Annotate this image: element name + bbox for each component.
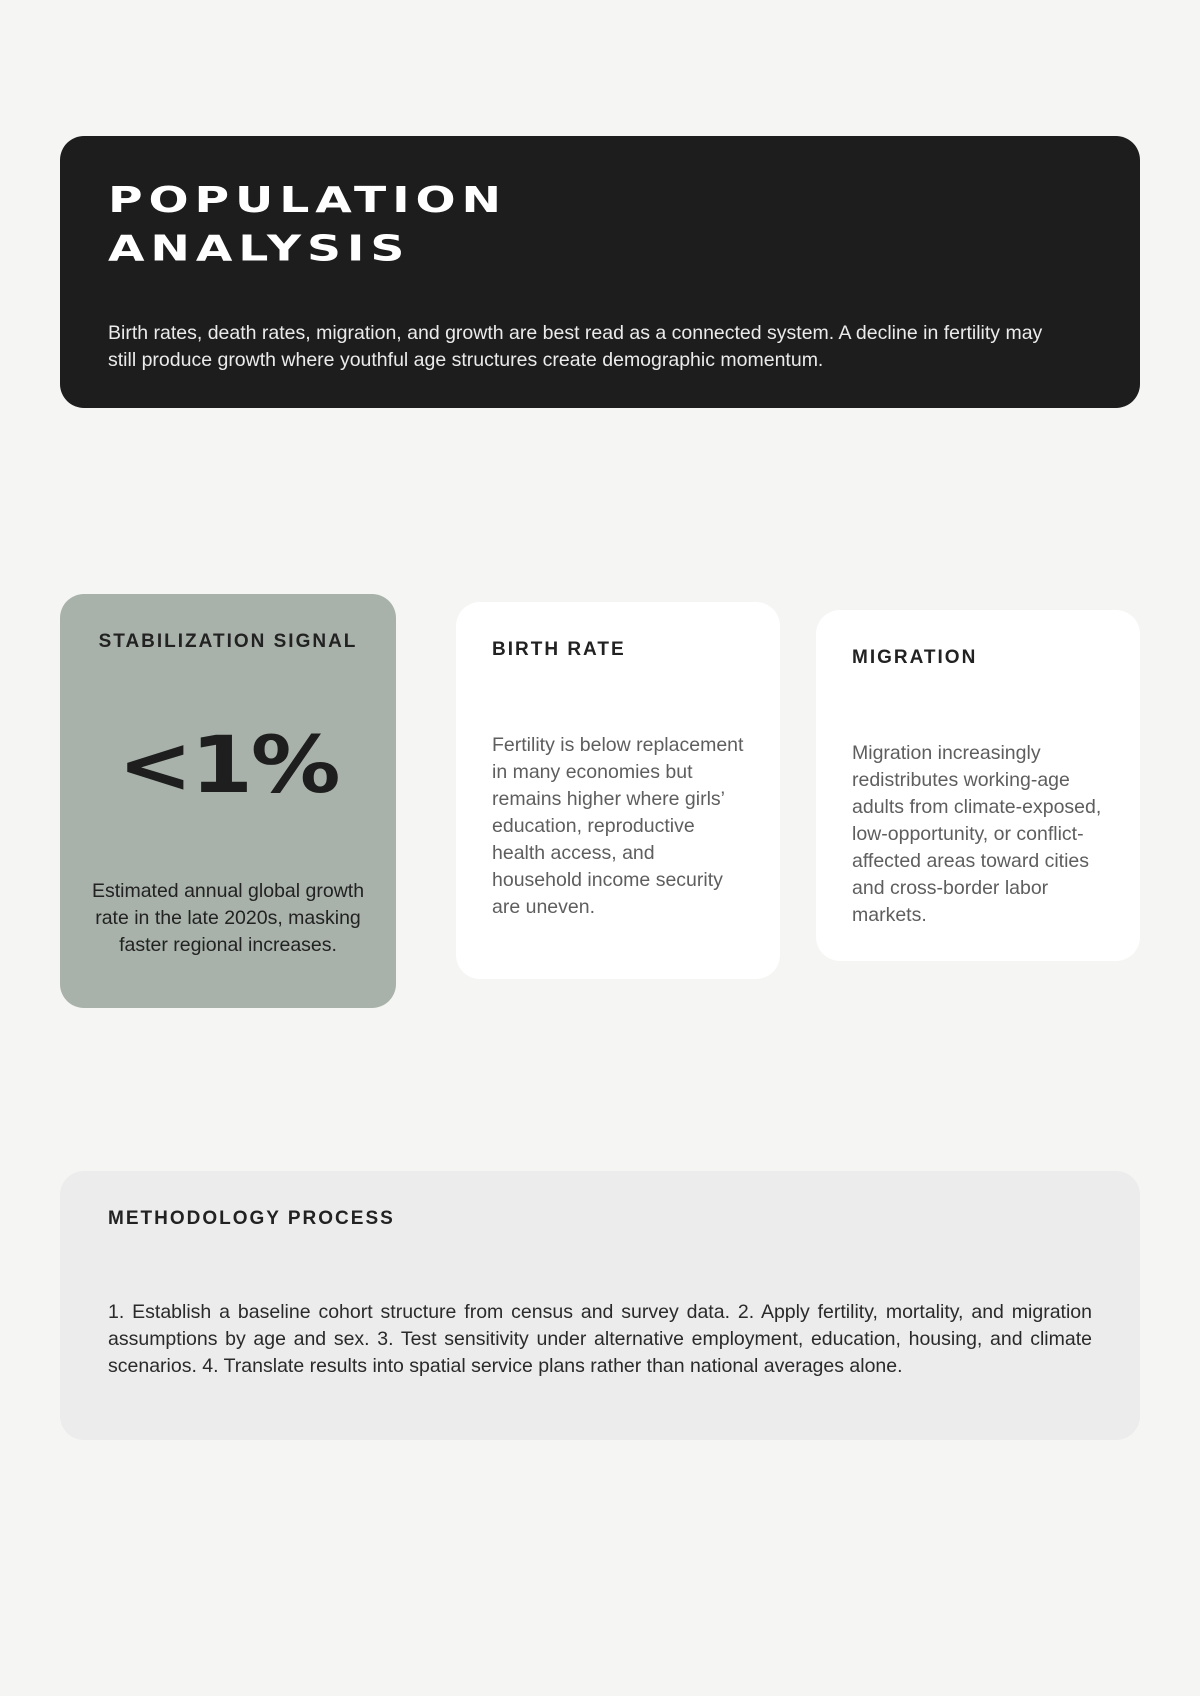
stat-description: Estimated annual global growth rate in the late 2020s, masking faster regional increases.	[91, 880, 365, 956]
page-title: POPULATION ANALYSIS	[108, 179, 507, 270]
methodology-panel	[60, 1171, 1140, 1440]
birth-rate-card	[456, 602, 780, 979]
birth-rate-label: BIRTH RATE	[492, 639, 626, 660]
methodology-text: 1. Establish a baseline cohort structure from census and survey data. 2. Apply fertility, mortality, and migration assumptions by age and sex. 3. Test sensitivity under alternative employment, education, housing, and climate scenarios. 4. Translate results into spatial service plans rather than national averages alone.	[108, 1301, 1092, 1377]
hero-description: Birth rates, death rates, migration, and growth are best read as a connected system. A decline in fertility may still produce growth where youthful age structures create demographic momentum.	[108, 322, 1043, 371]
hero-banner	[60, 136, 1140, 408]
stat-card-label: STABILIZATION SIGNAL	[98, 631, 358, 652]
stat-value: <1%	[117, 721, 339, 811]
birth-rate-text: Fertility is below replacement in many economies but remains higher where girls’ education, reproductive health access, and household income security are uneven.	[492, 734, 744, 918]
migration-text: Migration increasingly redistributes working-age adults from climate-exposed, low-opportunity, or conflict-affected areas toward cities and cross-border labor markets.	[852, 742, 1102, 926]
migration-card	[816, 610, 1140, 961]
migration-label: MIGRATION	[852, 647, 978, 668]
methodology-label: METHODOLOGY PROCESS	[108, 1208, 395, 1229]
stabilization-signal-card	[60, 594, 396, 1008]
